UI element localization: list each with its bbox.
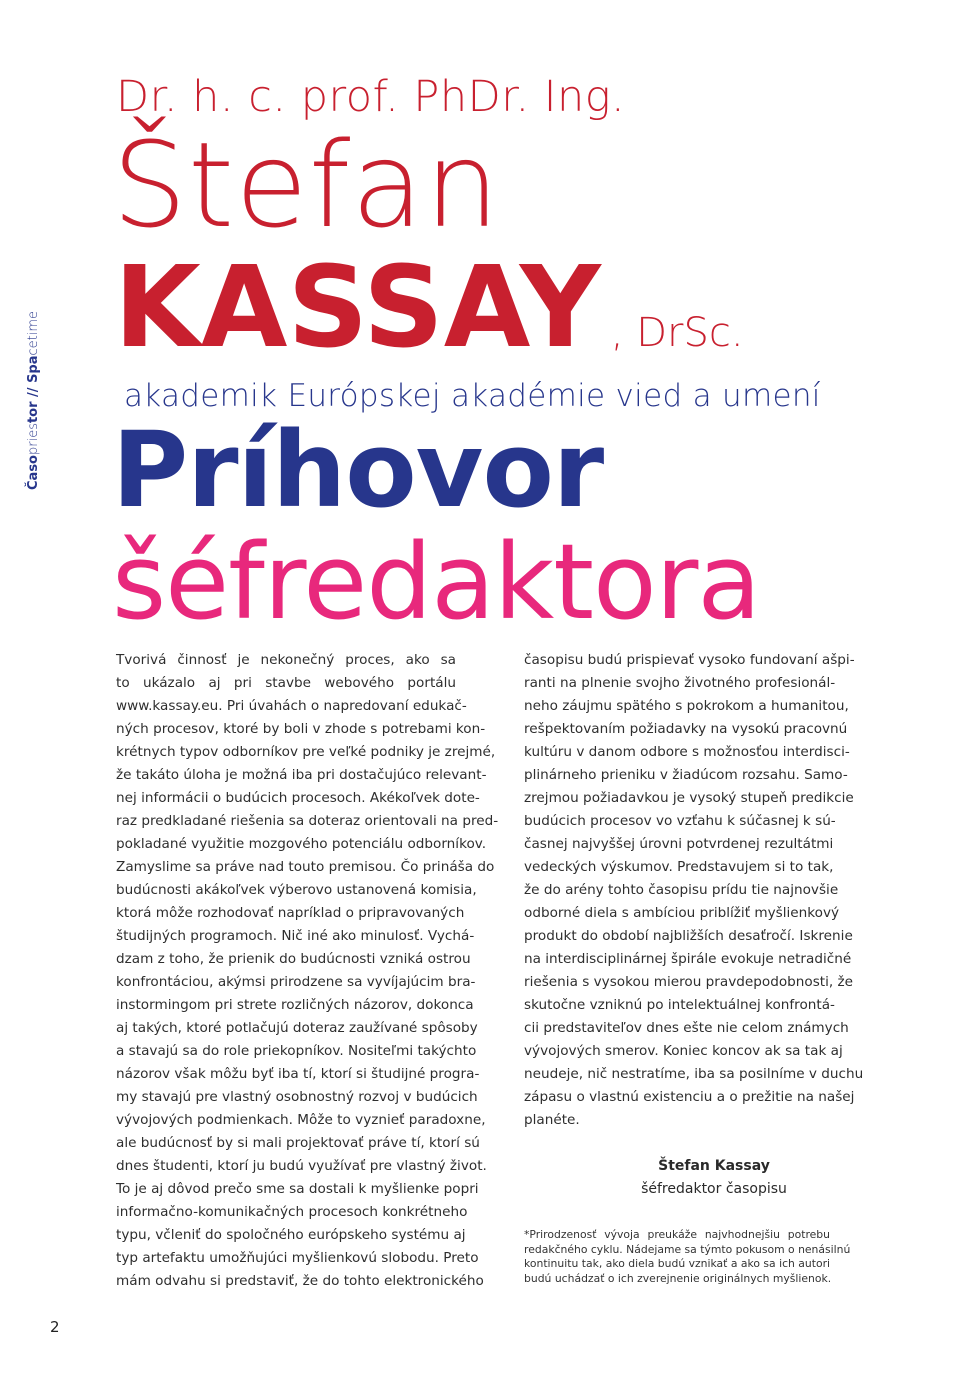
author-surname: KASSAY	[114, 243, 601, 373]
text-line: ale budúcnosť by si mali projektovať práve tí, ktorí sú	[116, 1135, 480, 1151]
text-line: budúcnosti akákoľvek výberovo ustanovená komisia,	[116, 882, 477, 898]
text-line: instormingom pri strete rozličných názorov, dokonca	[116, 997, 474, 1013]
text-line: a stavajú sa do role priekopníkov. Nositeľmi takýchto	[116, 1043, 477, 1059]
text-line: vývojových smerov. Koniec koncov ak sa tak aj	[524, 1043, 843, 1059]
text-line: to ukázalo aj pri stavbe webového portálu	[116, 675, 456, 691]
text-line: odborné diela s ambíciou priblížiť myšlienkový	[524, 905, 840, 921]
text-line: pokladané využitie mozgového potenciálu odborníkov.	[116, 836, 487, 852]
text-line: redakčného cyklu. Nádejame sa týmto pokusom o nenásilnú	[524, 1242, 851, 1256]
signature	[524, 1155, 904, 1201]
side-label-part: pries	[26, 423, 41, 456]
text-line: mám odvahu si predstaviť, že do tohto elektronického	[116, 1273, 484, 1289]
text-line: zápasu o vlastnú existenciu a o prežitie na našej	[524, 1089, 855, 1105]
text-line: Tvorivá činnosť je nekonečný proces, ako sa	[116, 652, 456, 668]
text-line: budúcich procesov vo vzťahu k súčasnej k sú-	[524, 813, 836, 829]
text-line: nej informácii o budúcich procesoch. Akékoľvek dote-	[116, 790, 480, 806]
author-degrees: Dr. h. c. prof. PhDr. Ing.	[116, 72, 626, 122]
text-line: raz predkladané riešenia sa doteraz orientovali na pred-	[116, 813, 499, 829]
text-line: typ artefaktu umožňujúci myšlienkovú slobodu. Preto	[116, 1250, 479, 1266]
signature-name: Štefan Kassay	[658, 1158, 770, 1174]
text-line: konfrontáciou, akýmsi prirodzene sa vyvíjajúcim bra-	[116, 974, 476, 990]
signature-role: šéfredaktor časopisu	[641, 1181, 787, 1197]
author-first-name: Štefan	[112, 116, 501, 254]
text-line: Zamyslime sa práve nad touto premisou. Čo prináša do	[116, 859, 495, 875]
text-line: www.kassay.eu. Pri úvahách o napredovaní edukač-	[116, 698, 467, 714]
text-line: na interdisciplinárnej špirále evokuje netradičné	[524, 951, 852, 967]
text-line: To je aj dôvod prečo sme sa dostali k myšlienke popri	[116, 1181, 479, 1197]
text-line: ranti na plnenie svojho životného profesionál-	[524, 675, 836, 691]
text-line: dnes študenti, ktorí ju budú využívať pre vlastný život.	[116, 1158, 487, 1174]
text-line: študijných programoch. Nič iné ako minulosť. Vychá-	[116, 928, 475, 944]
text-line: neho záujmu spätého s pokrokom a humanitou,	[524, 698, 849, 714]
text-line: budú uchádzať o ich zverejnenie originálnych myšlienok.	[524, 1271, 832, 1285]
side-label-part: tor // Spa	[26, 355, 41, 424]
text-line: ktorá môže rozhodovať napríklad o pripravovaných	[116, 905, 465, 921]
author-surname-row	[114, 243, 744, 373]
text-line: časopisu budú prispievať vysoko fundovaní ašpi-	[524, 652, 855, 668]
text-line: ných procesov, ktoré by boli v zhode s potrebami kon-	[116, 721, 486, 737]
side-label-part: cetime	[26, 310, 41, 356]
text-line: dzam z toho, že prienik do budúcnosti vzniká ostrou	[116, 951, 471, 967]
text-line: rešpektovaním požiadavky na vysokú pracovnú	[524, 721, 848, 737]
text-line: skutočne vzniknú po intelektuálnej konfrontá-	[524, 997, 835, 1013]
text-line: planéte.	[524, 1112, 580, 1128]
author-affiliation: akademik Európskej akadémie vied a umení	[124, 378, 821, 414]
text-line: kontinuitu tak, ako diela budú vznikať a ako sa ich autori	[524, 1257, 831, 1270]
text-line: zrejmou požiadavkou je vysoký stupeň predikcie	[524, 790, 854, 806]
text-line: aj takých, ktoré potlačujú doteraz zaužívané spôsoby	[116, 1020, 478, 1036]
text-line: názorov však môžu byť iba tí, ktorí si študijné progra-	[116, 1066, 480, 1082]
side-label-part: Časo	[26, 455, 41, 490]
text-line: vývojových podmienkach. Môže to vyznieť paradoxne,	[116, 1112, 486, 1128]
text-line: krétnych typov odborníkov pre veľké podniky je zrejmé,	[116, 744, 496, 760]
magazine-side-label	[26, 311, 41, 490]
text-line: my stavajú pre vlastný osobnostný rozvoj v budúcich	[116, 1089, 478, 1105]
page-number: 2	[50, 1318, 60, 1336]
author-suffix: , DrSc.	[610, 310, 744, 356]
body-column-right	[524, 649, 864, 1132]
text-line: vedeckých výskumov. Predstavujem si to tak,	[524, 859, 834, 875]
text-line: neudeje, nič nestratíme, iba sa posilníme v duchu	[524, 1066, 864, 1082]
text-line: časnej najvyššej úrovni potvrdenej rezultátmi	[524, 836, 834, 852]
text-line: že do arény tohto časopisu prídu tie najnovšie	[524, 882, 839, 898]
heading-line-1: Príhovor	[112, 409, 604, 531]
text-line: kultúru v danom odbore s možnosťou interdisci-	[524, 744, 850, 760]
text-line: že takáto úloha je možná iba pri dostačujúco relevant-	[116, 767, 487, 783]
text-line: *Prirodzenosť vývoja preukáže najvhodnejšiu potrebu	[524, 1228, 830, 1241]
footnote	[524, 1228, 851, 1286]
text-line: informačno-komunikačných procesoch konkrétneho	[116, 1204, 468, 1220]
text-line: typu, včleniť do spoločného európskeho systému aj	[116, 1227, 466, 1243]
text-line: riešenia s vysokou mierou pravdepodobnosti, že	[524, 974, 854, 990]
text-line: plinárneho prieniku v žiadúcom rozsahu. Samo-	[524, 767, 848, 783]
text-line: cii predstaviteľov dnes ešte nie celom známych	[524, 1020, 849, 1036]
text-line: produkt do období najbližších desaťročí. Iskrenie	[524, 928, 853, 944]
heading-line-2: šéfredaktora	[112, 521, 761, 643]
body-column-left	[116, 649, 499, 1293]
